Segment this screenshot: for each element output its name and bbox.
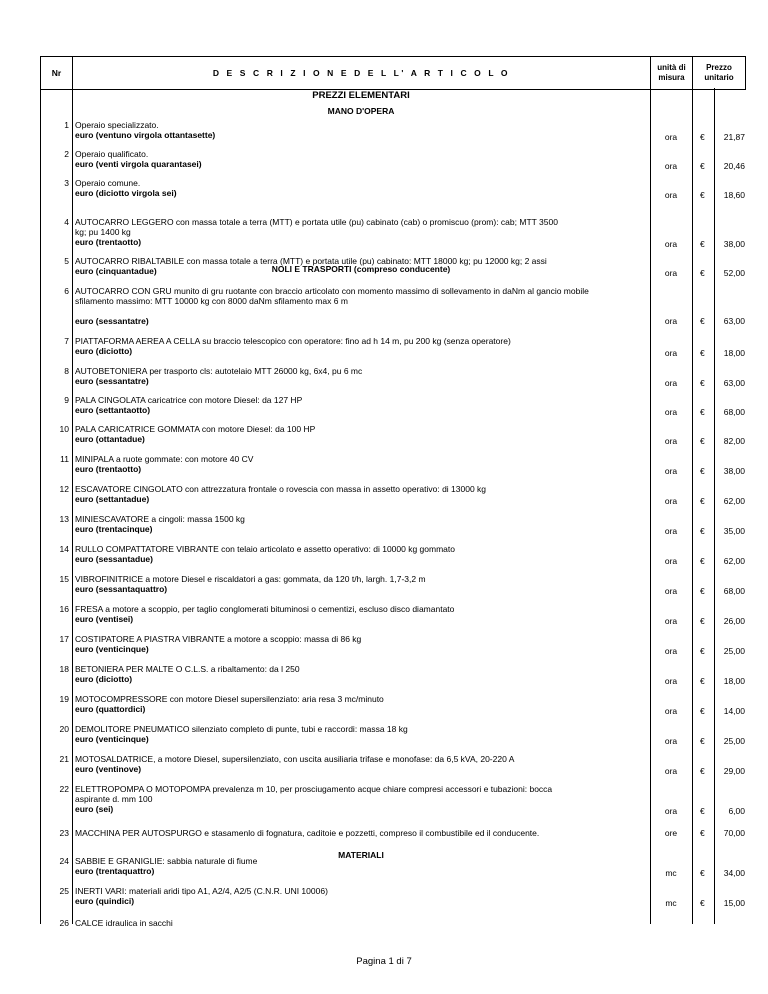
item-description-line: AUTOCARRO LEGGERO con massa totale a terra (MTT) e portata utile (pu) cabinato (cab) o promiscuo (prom): cab; MTT 3500	[75, 217, 558, 227]
item-description	[75, 256, 615, 276]
item-price-in-words: euro (trentaquattro)	[75, 866, 155, 876]
item-price-in-words: euro (sessantadue)	[75, 554, 153, 564]
item-description	[75, 424, 615, 444]
euro-symbol: €	[700, 616, 705, 626]
item-number: 2	[64, 149, 69, 159]
item-number: 7	[64, 336, 69, 346]
table-header-row	[41, 57, 746, 90]
item-price-in-words: euro (cinquantadue)	[75, 266, 157, 276]
item-price-in-words: euro (trentaotto)	[75, 464, 142, 474]
item-description-line: PALA CINGOLATA caricatrice con motore Diesel: da 127 HP	[75, 395, 303, 405]
item-description	[75, 149, 615, 169]
euro-symbol: €	[700, 436, 705, 446]
item-price-value: 62,00	[723, 556, 745, 566]
item-number: 24	[59, 856, 69, 866]
item-price-value: 25,00	[723, 646, 745, 656]
header-price	[693, 57, 746, 90]
item-unit: ore	[664, 828, 678, 838]
item-description-line: AUTOCARRO RIBALTABILE con massa totale a terra (MTT) e portata utile (pu) cabinato: MTT 18000 kg; pu 12000 kg; 2 assi	[75, 256, 547, 266]
item-number: 25	[59, 886, 69, 896]
item-price-value: 25,00	[723, 736, 745, 746]
item-price-value: 15,00	[723, 898, 745, 908]
header-nr: Nr	[41, 57, 73, 90]
item-number: 22	[59, 784, 69, 794]
table-body	[40, 88, 745, 928]
item-description-line: sfilamento massimo: MTT 10000 kg con 8000 daNm sfilamento max 6 m	[75, 296, 348, 306]
item-description-line: SABBIE E GRANIGLIE: sabbia naturale di fiume	[75, 856, 258, 866]
euro-symbol: €	[700, 132, 705, 142]
item-price-value: 38,00	[723, 466, 745, 476]
item-description-line: CALCE idraulica in sacchi	[75, 918, 173, 928]
item-price-value: 18,00	[723, 348, 745, 358]
section-prezzi-elementari: PREZZI ELEMENTARI	[312, 90, 410, 101]
item-price-in-words: euro (ottantadue)	[75, 434, 145, 444]
item-description	[75, 217, 615, 247]
euro-symbol: €	[700, 466, 705, 476]
item-description	[75, 604, 615, 624]
item-number: 17	[59, 634, 69, 644]
price-table	[40, 56, 746, 90]
item-number: 19	[59, 694, 69, 704]
item-description	[75, 918, 615, 928]
page-footer: Pagina 1 di 7	[356, 956, 412, 967]
euro-symbol: €	[700, 556, 705, 566]
header-price-line2: unitario	[704, 73, 734, 82]
header-unit-line2: misura	[658, 73, 685, 82]
item-description	[75, 286, 615, 326]
item-price-in-words: euro (venticinque)	[75, 644, 149, 654]
item-unit: ora	[664, 466, 678, 476]
euro-symbol: €	[700, 646, 705, 656]
item-unit: ora	[664, 736, 678, 746]
item-unit: ora	[664, 316, 678, 326]
item-description-line: DEMOLITORE PNEUMATICO silenziato completo di punte, tubi e raccordi: massa 18 kg	[75, 724, 408, 734]
item-description-line: MINIPALA a ruote gommate: con motore 40 CV	[75, 454, 254, 464]
header-unit-line1: unità di	[657, 63, 686, 72]
item-description	[75, 664, 615, 684]
item-number: 9	[64, 395, 69, 405]
item-price-value: 52,00	[723, 268, 745, 278]
item-number: 1	[64, 120, 69, 130]
item-description	[75, 544, 615, 564]
item-description-line: INERTI VARI: materiali aridi tipo A1, A2/4, A2/5 (C.N.R. UNI 10006)	[75, 886, 328, 896]
item-description	[75, 395, 615, 415]
item-description-line: MOTOSALDATRICE, a motore Diesel, supersilenziato, con uscita ausiliaria trifase e monofase: da 6,5 kVA, 20-220 A	[75, 754, 515, 764]
euro-symbol: €	[700, 736, 705, 746]
item-unit: ora	[664, 407, 678, 417]
item-description	[75, 886, 615, 906]
item-price-in-words: euro (venticinque)	[75, 734, 149, 744]
item-number: 4	[64, 217, 69, 227]
item-description-line: ESCAVATORE CINGOLATO con attrezzatura frontale o rovescia con massa in assetto operativo: di 13000 kg	[75, 484, 487, 494]
item-price-value: 63,00	[723, 316, 745, 326]
item-unit: ora	[664, 268, 678, 278]
item-number: 3	[64, 178, 69, 188]
item-price-in-words: euro (quindici)	[75, 896, 135, 906]
item-description-line: COSTIPATORE A PIASTRA VIBRANTE a motore a scoppio: massa di 86 kg	[75, 634, 362, 644]
item-price-value: 18,60	[723, 190, 745, 200]
item-unit: ora	[664, 378, 678, 388]
item-description	[75, 366, 615, 386]
item-number: 10	[59, 424, 69, 434]
item-price-in-words: euro (ventuno virgola ottantasette)	[75, 130, 216, 140]
item-number: 13	[59, 514, 69, 524]
item-description	[75, 634, 615, 654]
euro-symbol: €	[700, 828, 705, 838]
item-description-line: MINIESCAVATORE a cingoli: massa 1500 kg	[75, 514, 245, 524]
item-description-line: kg; pu 1400 kg	[75, 227, 131, 237]
item-price-value: 68,00	[723, 407, 745, 417]
price-list-page	[40, 56, 745, 928]
item-unit: ora	[664, 239, 678, 249]
item-description	[75, 454, 615, 474]
item-price-value: 68,00	[723, 586, 745, 596]
item-price-value: 82,00	[723, 436, 745, 446]
euro-symbol: €	[700, 868, 705, 878]
item-unit: ora	[664, 676, 678, 686]
item-unit: mc	[665, 898, 677, 908]
item-unit: ora	[664, 161, 678, 171]
item-description	[75, 784, 615, 814]
item-unit: ora	[664, 706, 678, 716]
item-price-in-words: euro (sessantatre)	[75, 316, 149, 326]
item-price-in-words: euro (diciotto)	[75, 346, 133, 356]
euro-symbol: €	[700, 316, 705, 326]
item-description	[75, 484, 615, 504]
item-description-line: AUTOCARRO CON GRU munito di gru ruotante con braccio articolato con momento massimo di sollevamento in daNm al gancio mobile	[75, 286, 589, 296]
item-number: 26	[59, 918, 69, 928]
item-price-value: 63,00	[723, 378, 745, 388]
item-description-line: Operaio comune.	[75, 178, 141, 188]
item-description-line: Operaio qualificato.	[75, 149, 149, 159]
item-price-value: 21,87	[723, 132, 745, 142]
item-price-in-words: euro (quattordici)	[75, 704, 146, 714]
euro-symbol: €	[700, 806, 705, 816]
item-price-value: 70,00	[723, 828, 745, 838]
item-description	[75, 120, 615, 140]
item-description-line: RULLO COMPATTATORE VIBRANTE con telaio articolato e assetto operativo: di 10000 kg gommato	[75, 544, 455, 554]
item-description-line: MOTOCOMPRESSORE con motore Diesel supersilenziato: aria resa 3 mc/minuto	[75, 694, 384, 704]
item-unit: mc	[665, 868, 677, 878]
euro-symbol: €	[700, 407, 705, 417]
item-unit: ora	[664, 496, 678, 506]
item-description	[75, 856, 615, 876]
item-unit: ora	[664, 806, 678, 816]
item-unit: ora	[664, 646, 678, 656]
euro-symbol: €	[700, 161, 705, 171]
item-price-in-words: euro (sei)	[75, 804, 114, 814]
item-description-line: PIATTAFORMA AEREA A CELLA su braccio telescopico con operatore: fino ad h 14 m, pu 200 kg (senza operatore)	[75, 336, 511, 346]
item-description-line: MACCHINA PER AUTOSPURGO e stasamenlo di fognatura, caditoie e pozzetti, compreso il combustibile ed il conducente.	[75, 828, 540, 838]
item-unit: ora	[664, 766, 678, 776]
item-description	[75, 178, 615, 198]
item-unit: ora	[664, 132, 678, 142]
item-description	[75, 514, 615, 534]
item-description	[75, 574, 615, 594]
euro-symbol: €	[700, 766, 705, 776]
section-noli: NOLI E TRASPORTI (compreso conducente)	[271, 264, 451, 274]
item-unit: ora	[664, 436, 678, 446]
item-description-line: ELETTROPOMPA O MOTOPOMPA prevalenza m 10, per prosciugamento acque chiare compresi accessori e tubazioni: bocca	[75, 784, 553, 794]
item-number: 6	[64, 286, 69, 296]
item-price-in-words: euro (diciotto)	[75, 674, 133, 684]
item-number: 15	[59, 574, 69, 584]
item-description-line: BETONIERA PER MALTE O C.L.S. a ribaltamento: da l 250	[75, 664, 300, 674]
section-materiali: MATERIALI	[338, 850, 384, 860]
item-number: 21	[59, 754, 69, 764]
item-description	[75, 754, 615, 774]
euro-symbol: €	[700, 586, 705, 596]
item-description-line: Operaio specializzato.	[75, 120, 159, 130]
item-price-in-words: euro (trentaotto)	[75, 237, 142, 247]
section-mano-opera: MANO D'OPERA	[327, 106, 395, 116]
item-price-in-words: euro (ventisei)	[75, 614, 134, 624]
item-number: 5	[64, 256, 69, 266]
euro-symbol: €	[700, 676, 705, 686]
item-price-in-words: euro (trentacinque)	[75, 524, 153, 534]
item-description-line: FRESA a motore a scoppio, per taglio conglomerati bituminosi o cementizi, escluso disco diamantato	[75, 604, 455, 614]
header-price-line1: Prezzo	[706, 63, 732, 72]
item-description-line: PALA CARICATRICE GOMMATA con motore Diesel: da 100 HP	[75, 424, 316, 434]
item-number: 16	[59, 604, 69, 614]
euro-symbol: €	[700, 239, 705, 249]
item-price-in-words: euro (sessantatre)	[75, 376, 149, 386]
item-description	[75, 828, 615, 838]
item-description	[75, 694, 615, 714]
item-price-value: 6,00	[728, 806, 745, 816]
item-price-in-words: euro (venti virgola quarantasei)	[75, 159, 202, 169]
item-unit: ora	[664, 190, 678, 200]
item-number: 12	[59, 484, 69, 494]
item-price-value: 62,00	[723, 496, 745, 506]
item-price-value: 38,00	[723, 239, 745, 249]
item-unit: ora	[664, 586, 678, 596]
item-price-in-words: euro (ventinove)	[75, 764, 142, 774]
euro-symbol: €	[700, 898, 705, 908]
item-price-value: 26,00	[723, 616, 745, 626]
item-unit: ora	[664, 348, 678, 358]
item-price-in-words: euro (diciotto virgola sei)	[75, 188, 177, 198]
item-number: 11	[60, 454, 69, 464]
item-number: 8	[64, 366, 69, 376]
euro-symbol: €	[700, 348, 705, 358]
item-unit: ora	[664, 556, 678, 566]
item-price-in-words: euro (sessantaquattro)	[75, 584, 168, 594]
euro-symbol: €	[700, 190, 705, 200]
item-price-in-words: euro (settantadue)	[75, 494, 150, 504]
item-unit: ora	[664, 526, 678, 536]
item-description	[75, 336, 615, 356]
item-description-line: aspirante d. mm 100	[75, 794, 153, 804]
header-description: D E S C R I Z I O N E D E L L' A R T I C O L O	[73, 57, 651, 90]
euro-symbol: €	[700, 526, 705, 536]
item-price-value: 20,46	[723, 161, 745, 171]
item-description	[75, 724, 615, 744]
item-description-line: VIBROFINITRICE a motore Diesel e riscaldatori a gas: gommata, da 120 t/h, largh. 1,7-3,2 m	[75, 574, 426, 584]
item-price-value: 18,00	[723, 676, 745, 686]
euro-symbol: €	[700, 378, 705, 388]
item-price-value: 35,00	[723, 526, 745, 536]
item-number: 23	[59, 828, 69, 838]
item-price-value: 14,00	[723, 706, 745, 716]
euro-symbol: €	[700, 706, 705, 716]
item-price-value: 29,00	[723, 766, 745, 776]
item-price-in-words: euro (settantaotto)	[75, 405, 151, 415]
header-unit	[651, 57, 693, 90]
euro-symbol: €	[700, 496, 705, 506]
item-description-line: AUTOBETONIERA per trasporto cls: autotelaio MTT 26000 kg, 6x4, pu 6 mc	[75, 366, 363, 376]
item-unit: ora	[664, 616, 678, 626]
item-number: 14	[59, 544, 69, 554]
item-price-value: 34,00	[723, 868, 745, 878]
item-number: 18	[59, 664, 69, 674]
item-number: 20	[59, 724, 69, 734]
euro-symbol: €	[700, 268, 705, 278]
